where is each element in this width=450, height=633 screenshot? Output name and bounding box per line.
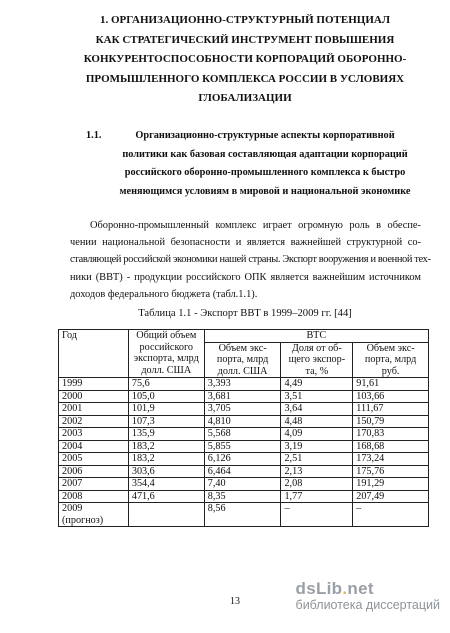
table-row <box>59 440 429 453</box>
body-paragraph <box>70 217 431 303</box>
cell-total: 183,2 <box>128 440 204 453</box>
chapter-title-line: ГЛОБАЛИЗАЦИИ <box>198 92 292 104</box>
cell-volume-rub: 150,79 <box>353 415 429 428</box>
cell-volume-rub: 103,66 <box>353 390 429 403</box>
cell-volume-usd: 6,464 <box>204 465 281 478</box>
section-title-line: меняющимся условиям в мировой и национальной экономике <box>119 185 411 197</box>
cell-total: 105,0 <box>128 390 204 403</box>
cell-year: 2003 <box>59 428 129 441</box>
cell-total: 75,6 <box>128 378 204 391</box>
cell-share: 3,19 <box>281 440 353 453</box>
cell-volume-usd: 3,681 <box>204 390 281 403</box>
cell-share: 4,48 <box>281 415 353 428</box>
table-row <box>59 378 429 391</box>
cell-volume-rub: 91,61 <box>353 378 429 391</box>
section-title-line: политики как базовая составляющая адаптации корпораций <box>122 148 408 160</box>
cell-volume-usd: 5,568 <box>204 428 281 441</box>
table-row <box>59 503 429 527</box>
logo-dot: . <box>342 579 348 598</box>
cell-year: 2000 <box>59 390 129 403</box>
cell-share: 2,08 <box>281 478 353 491</box>
cell-volume-usd: 7,40 <box>204 478 281 491</box>
header-volume-rub: Объем экс-порта, млрд руб. <box>353 342 429 378</box>
cell-total: 354,4 <box>128 478 204 491</box>
paragraph-line: Оборонно-промышленный комплекс играет огромную роль в обеспе- <box>90 220 421 231</box>
header-volume-usd: Объем экс-порта, млрд долл. США <box>204 342 281 378</box>
cell-share: – <box>281 503 353 527</box>
cell-year <box>59 503 129 527</box>
cell-year: 2007 <box>59 478 129 491</box>
header-total-export: Общий объем российского экспорта, млрд долл. США <box>128 330 204 378</box>
logo-tld: net <box>347 579 374 598</box>
watermark <box>296 579 440 612</box>
cell-volume-rub: 173,24 <box>353 453 429 466</box>
table-caption: Таблица 1.1 - Экспорт ВВТ в 1999–2009 гг. [44] <box>138 308 352 319</box>
chapter-title-line: ПРОМЫШЛЕННОГО КОМПЛЕКСА РОССИИ В УСЛОВИЯХ <box>85 72 405 85</box>
watermark-tagline: библиотека диссертаций <box>295 598 440 612</box>
header-vts: ВТС <box>204 330 428 343</box>
cell-volume-usd: 8,35 <box>204 490 281 503</box>
section-title-line: Организационно-структурные аспекты корпоративной <box>135 130 395 141</box>
section-title <box>70 127 420 201</box>
table-row <box>59 490 429 503</box>
cell-volume-usd: 5,855 <box>204 440 281 453</box>
paragraph-line: ставляющей российской экономики нашей страны. Экспорт вооружения и военной тех- <box>70 254 431 266</box>
export-table <box>58 329 429 527</box>
logo-main: dsLib <box>295 579 343 598</box>
section-title-line: российского оборонно-промышленного комплекса к быстро <box>124 167 406 179</box>
cell-share: 4,49 <box>281 378 353 391</box>
cell-volume-usd: 3,705 <box>204 403 281 416</box>
paragraph-line: чении национальной безопасности и является важнейшей структурной со- <box>70 237 421 249</box>
cell-total: 101,9 <box>128 403 204 416</box>
table-header-row <box>59 330 429 343</box>
cell-total: 107,3 <box>128 415 204 428</box>
cell-year: 2001 <box>59 403 129 416</box>
cell-volume-rub: 207,49 <box>353 490 429 503</box>
table-body <box>59 378 429 527</box>
section-number: 1.1. <box>86 130 102 141</box>
cell-year: 2004 <box>59 440 129 453</box>
table-row <box>59 453 429 466</box>
cell-year-note: (прогноз) <box>62 514 104 526</box>
paragraph-line: доходов федерального бюджета (табл.1.1). <box>70 288 258 300</box>
cell-volume-rub: 168,68 <box>353 440 429 453</box>
cell-year: 2006 <box>59 465 129 478</box>
cell-volume-usd: 4,810 <box>204 415 281 428</box>
cell-total <box>128 503 204 527</box>
cell-total: 135,9 <box>128 428 204 441</box>
cell-total: 183,2 <box>128 453 204 466</box>
table-row <box>59 465 429 478</box>
cell-total: 303,6 <box>128 465 204 478</box>
cell-share: 3,64 <box>281 403 353 416</box>
cell-volume-rub: 170,83 <box>353 428 429 441</box>
cell-share: 4,09 <box>281 428 353 441</box>
cell-share: 3,51 <box>281 390 353 403</box>
cell-year: 2005 <box>59 453 129 466</box>
watermark-logo <box>296 579 440 599</box>
table-row <box>59 415 429 428</box>
cell-year: 2008 <box>59 490 129 503</box>
cell-volume-usd: 3,393 <box>204 378 281 391</box>
chapter-title-line: КОНКУРЕНТОСПОСОБНОСТИ КОРПОРАЦИЙ ОБОРОННО- <box>83 53 407 65</box>
table-row <box>59 390 429 403</box>
cell-volume-usd: 6,126 <box>204 453 281 466</box>
table-row <box>59 428 429 441</box>
table-row <box>59 403 429 416</box>
paragraph-line: ники (ВВТ) - продукции российского ОПК является важнейшим источником <box>70 271 421 283</box>
cell-volume-rub: 111,67 <box>353 403 429 416</box>
cell-volume-rub: 191,29 <box>353 478 429 491</box>
cell-share: 2,51 <box>281 453 353 466</box>
cell-volume-rub: – <box>353 503 429 527</box>
cell-share: 1,77 <box>281 490 353 503</box>
page-number: 13 <box>230 596 240 607</box>
cell-year: 1999 <box>59 378 129 391</box>
chapter-title <box>70 11 420 109</box>
cell-volume-usd: 8,56 <box>204 503 281 527</box>
header-year: Год <box>59 330 129 378</box>
cell-year-value: 2009 <box>62 503 83 514</box>
cell-year: 2002 <box>59 415 129 428</box>
cell-share: 2,13 <box>281 465 353 478</box>
cell-volume-rub: 175,76 <box>353 465 429 478</box>
header-share: Доля от об-щего экспор-та, % <box>281 342 353 378</box>
cell-total: 471,6 <box>128 490 204 503</box>
chapter-title-line: 1. ОРГАНИЗАЦИОННО-СТРУКТУРНЫЙ ПОТЕНЦИАЛ <box>99 14 391 26</box>
chapter-title-line: КАК СТРАТЕГИЧЕСКИЙ ИНСТРУМЕНТ ПОВЫШЕНИЯ <box>95 33 395 46</box>
table-row <box>59 478 429 491</box>
